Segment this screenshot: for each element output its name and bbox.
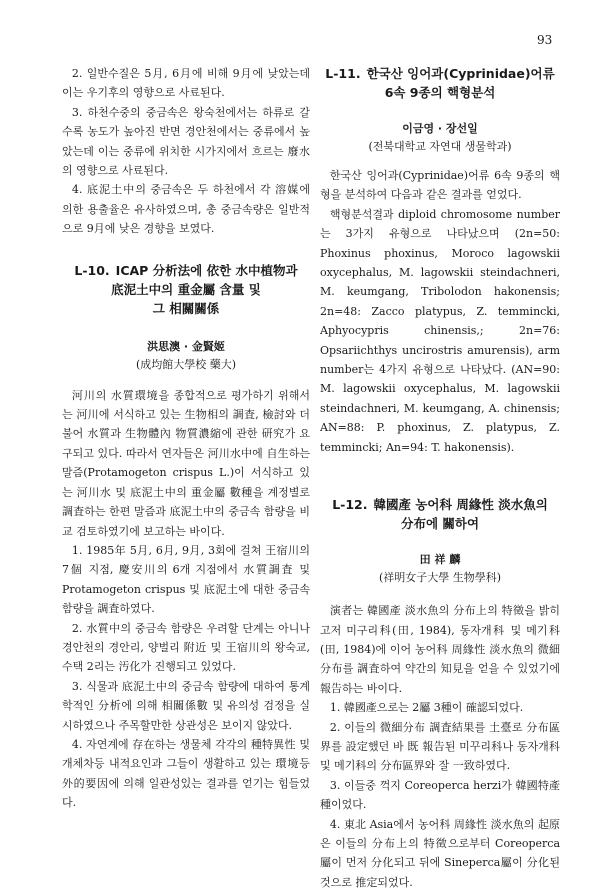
page-number: 93 xyxy=(537,33,553,47)
l10-title-line-1: ICAP 分析法에 依한 水中植物과 xyxy=(115,262,298,278)
l11-title-line-1: 한국산 잉어과(Cyprinidae)어류 xyxy=(366,66,555,81)
l10-authors: 洪思澳 · 金賢姬 xyxy=(147,339,225,353)
l11-title-line-2: 6속 9종의 핵형분석 xyxy=(384,85,496,100)
l12-code: L-12. xyxy=(332,497,368,513)
left-column xyxy=(62,64,310,813)
l11-code: L-11. xyxy=(325,66,361,81)
l10-title xyxy=(62,261,310,318)
l11-body-2: 핵형분석결과 diploid chromosome number는 3가지 유형으로 나타났으며 (2n=50: Phoxinus phoxinus, Moroco lagowskii oxycephalus, M. lagowskii steindachneri, M. keumgang, Tribolodon hakonensis; 2n=48: Zacco platypus, Z. temmincki, Aphyocypris chinensis,; 2n=76: Opsariichthys uncirostris amurensis), arm number는 4가지 유형으로 나타났다. (AN=90: M. lagowskii oxycephalus, M. lagowskii steindachneri, M. keumgang, A. chinensis; AN=88: P. phoxinus, Z. platypus, Z. temmincki; An=94: T. hakonensis). xyxy=(320,207,560,454)
l10-item-2: 2. 水質中의 중금속 함량은 우려할 단계는 아니나 경안천의 경안리, 양벌리 附近 및 王宿川의 왕숙교, 수택 2리는 汚化가 진행되고 있었다. xyxy=(62,621,310,674)
l12-item-2: 2. 이들의 微細分布 調査結果를 土臺로 分布區界를 設定했던 바 既 報告된 미꾸리科나 동자개科 및 메기科의 分布區界와 잘 一致하였다. xyxy=(320,720,560,773)
l12-title xyxy=(320,495,560,533)
intro-item-4: 4. 底泥土中의 중금속은 두 하천에서 각 溶媒에 의한 용출율은 유사하였으며, 총 중금속량은 일반적으로 9月에 낮은 경향을 보였다. xyxy=(62,183,310,236)
l10-item-1: 1. 1985年 5月, 6月, 9月, 3회에 걸쳐 王宿川의 7個 지점, 慶安川의 6개 지점에서 水質調査 및 Protamogeton crispus 및 底泥土에 대한 중금속 함량을 調査하였다. xyxy=(62,543,310,616)
l12-title-line-2: 分布에 關하여 xyxy=(400,516,480,532)
l10-title-line-2: 底泥土中의 重金屬 含量 및 xyxy=(111,281,261,297)
intro-item-2: 2. 일반수질은 5月, 6月에 비해 9月에 낮았는데 이는 우기후의 영향으로 사료된다. xyxy=(62,67,310,100)
l12-affiliation: (祥明女子大學 生物學科) xyxy=(378,571,502,585)
l10-title-line-3: 그 相關關係 xyxy=(152,300,220,316)
l12-item-4: 4. 東北 Asia에서 농어科 周緣性 淡水魚의 起原은 이들의 分布上의 特徵으로부터 Coreoperca屬이 먼저 分化되고 뒤에 Sineperca屬이 分化된 것으로 推定되었다. xyxy=(320,817,560,889)
l10-item-4: 4. 자연계에 存在하는 생물체 각각의 種特異性 및 개체차등 내적요인과 그들이 생활하고 있는 環境등 外的要因에 의해 일관성있는 결과를 얻기는 힘들었다. xyxy=(62,737,310,810)
right-column xyxy=(320,64,560,892)
l10-item-3: 3. 식물과 底泥土中의 중금속 함량에 대하여 통계학적인 分析에 의해 相關係數 및 유의성 검정을 실시하였으나 주목할만한 상관성은 보이지 않았다. xyxy=(62,679,310,732)
l11-title xyxy=(320,64,560,102)
l10-body: 河川의 水質環境을 종합적으로 평가하기 위해서는 河川에 서식하고 있는 生物相의 調査, 檢討와 더불어 水質과 生物體內 物質濃縮에 관한 研究가 요구되고 있다. 따라서 연자들은 河川水中에 自生하는 말즘(Protamogeton crispus L.)이 서식하고 있는 河川水 및 底泥土中의 重金屬 數種을 계정별로 調査하는 한편 말즘과 底泥土中의 중금속 함량을 비교 검토하였기에 보고하는 바이다. xyxy=(62,388,310,538)
l10-affiliation: (成均館大學校 藥大) xyxy=(135,357,237,371)
l12-item-1: 1. 韓國產으로는 2屬 3種이 確認되었다. xyxy=(329,701,524,715)
l10-code: L-10. xyxy=(74,262,110,278)
l12-body: 演者는 韓國產 淡水魚의 分布上의 特徵을 밝히고저 미구리科(田, 1984), 동자개科 및 메기科(田, 1984)에 이어 농어科 周緣性 淡水魚의 微細分布를 調査하여 약간의 知見을 얻을 수 있었기에 報告하는 바이다. xyxy=(320,604,560,695)
l12-authors: 田 祥 麟 xyxy=(419,553,461,567)
l11-authors: 이금영 · 장선일 xyxy=(402,122,478,135)
l12-item-3: 3. 이들중 꺽지 Coreoperca herzi가 韓國特產種이었다. xyxy=(320,778,560,812)
intro-item-3: 3. 하천수중의 중금속은 왕숙천에서는 하류로 갈수록 농도가 높아진 반면 경안천에서는 중류에서 높았는데 이는 중류에 위치한 시가지에서 흐르는 廢水의 영향으로 사료된다. xyxy=(62,105,310,178)
l12-title-line-1: 韓國產 농어科 周緣性 淡水魚의 xyxy=(373,497,548,513)
l11-affiliation: (전북대학교 자연대 생물학과) xyxy=(368,140,512,153)
l11-body-1: 한국산 잉어과(Cyprinidae)어류 6속 9종의 핵형을 분석하여 다음과 같은 결과를 얻었다. xyxy=(320,169,560,202)
